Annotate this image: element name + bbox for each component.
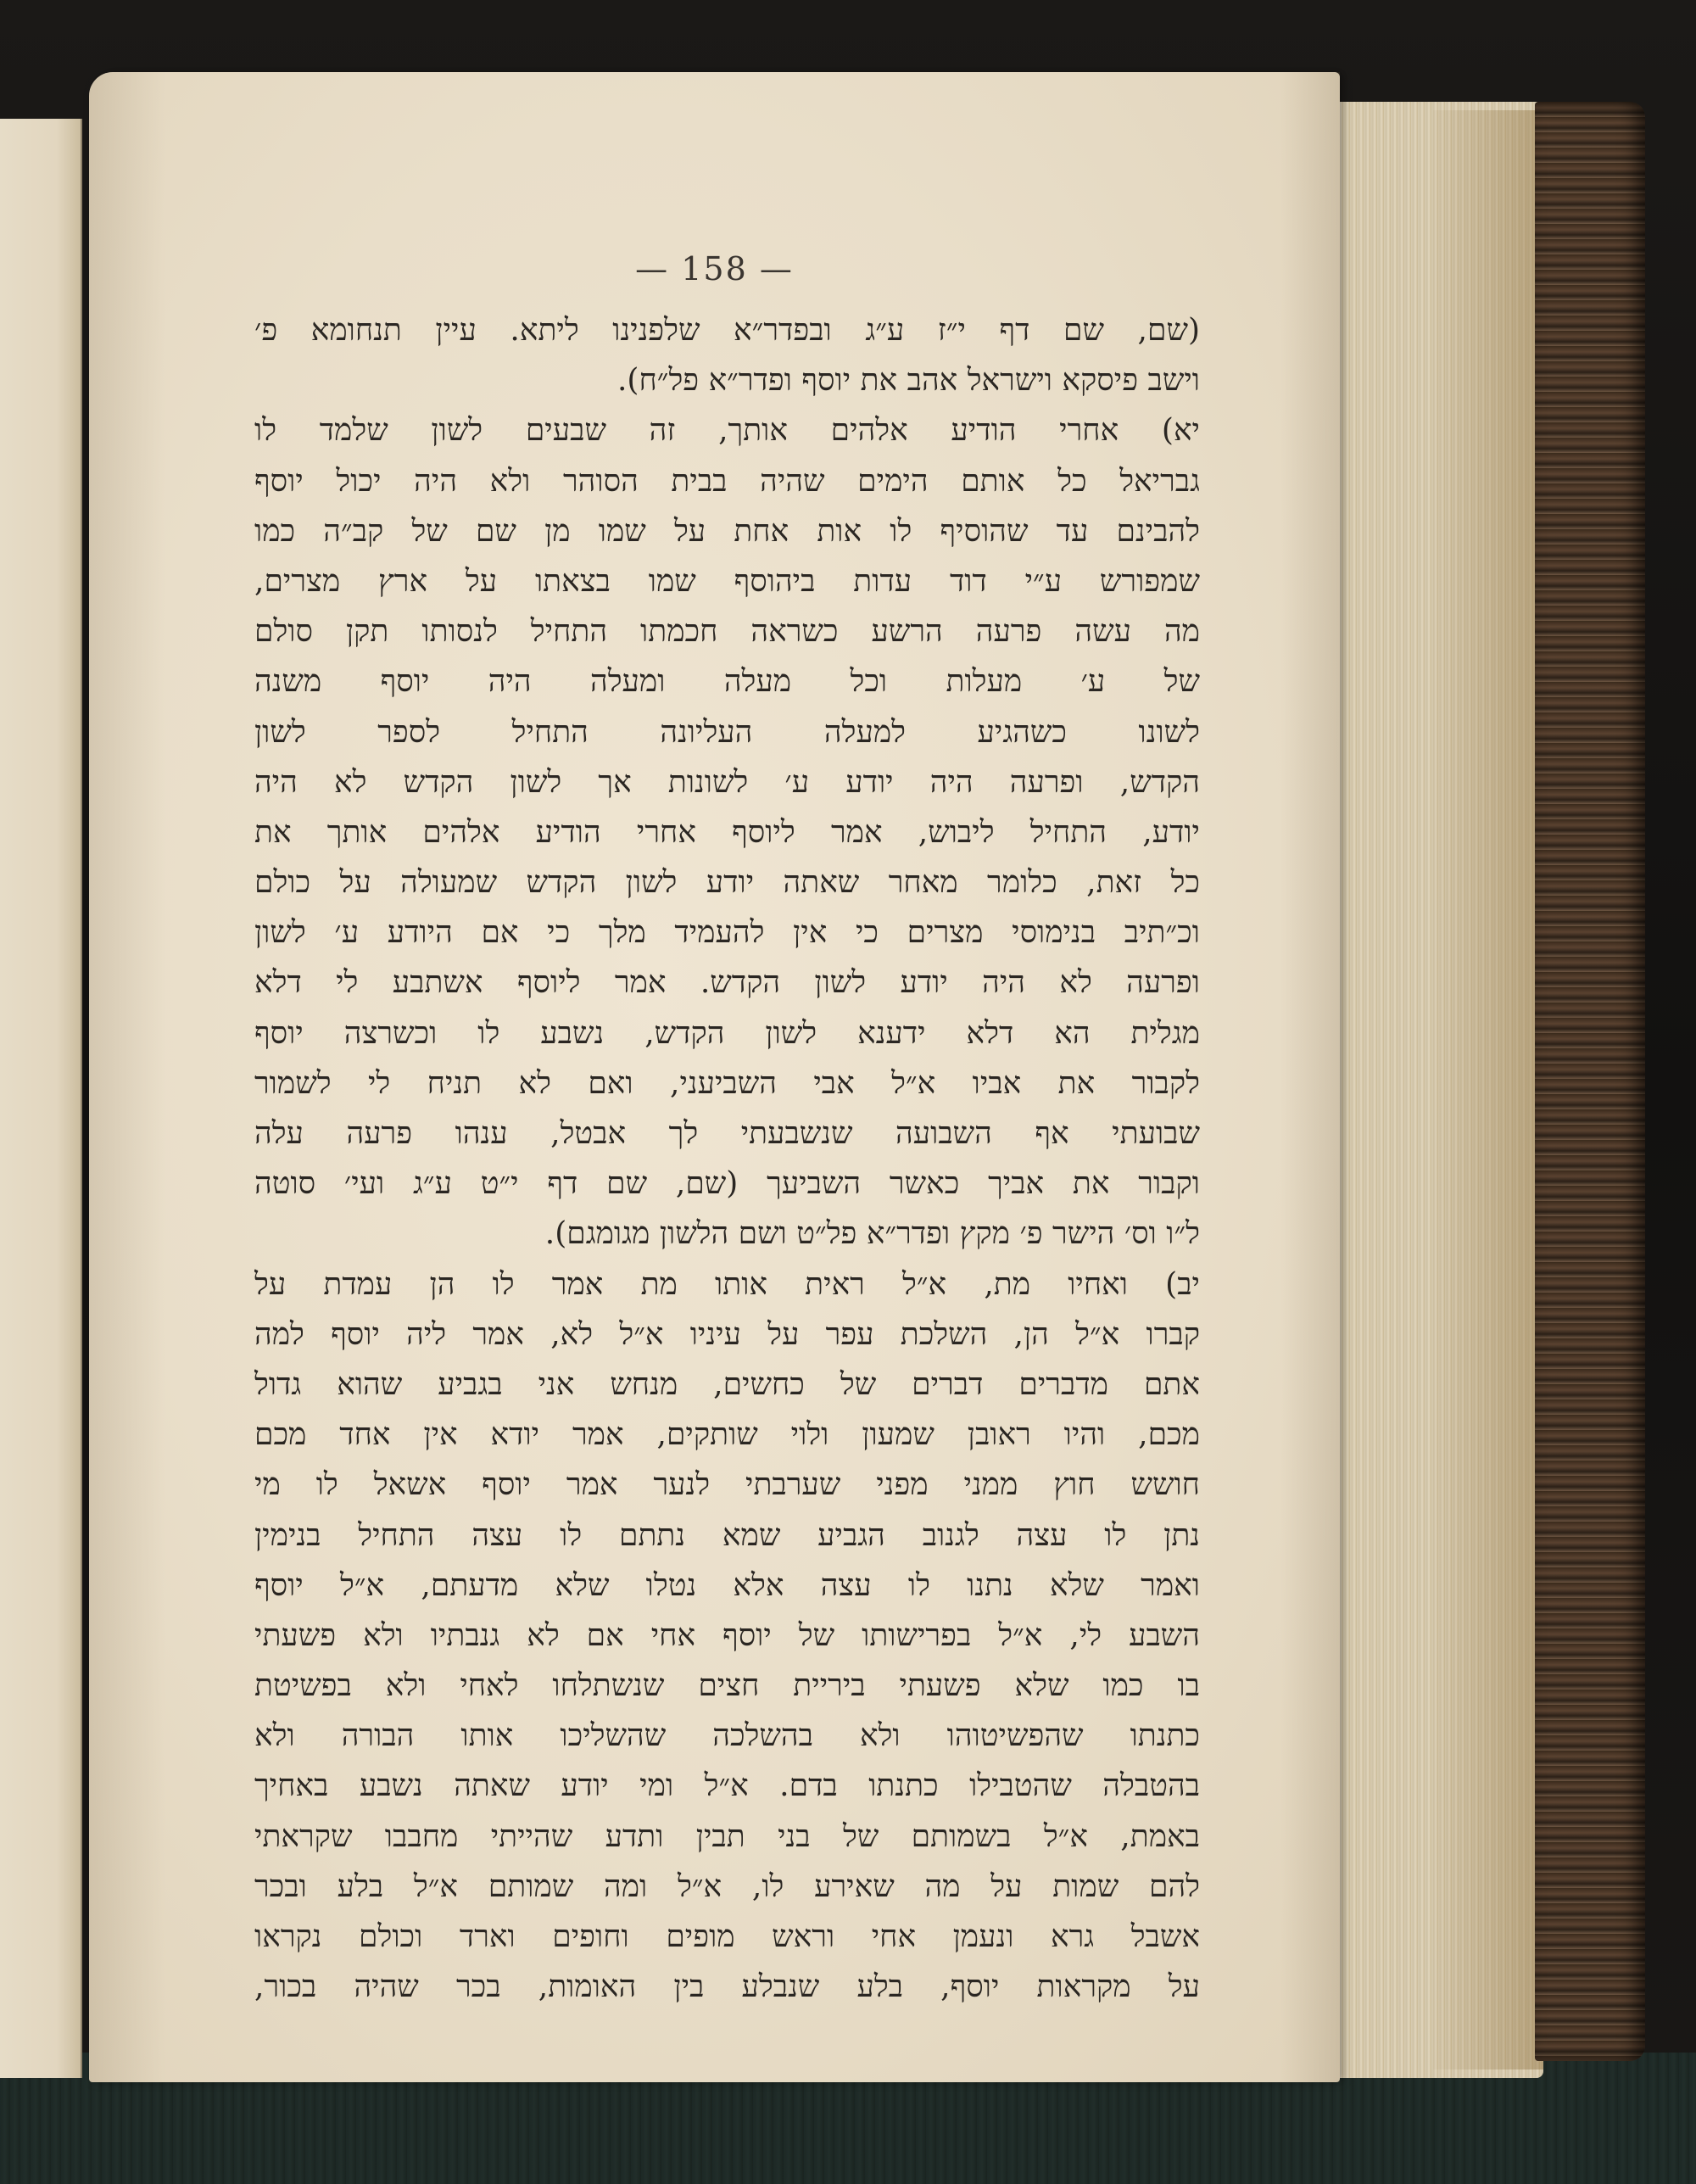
text-line: באמת, א״ל בשמותם של בני תבין ותדע שהייתי מחבבו שקראתי [254, 1818, 1200, 1854]
text-line: ל״ו וס׳ הישר פ׳ מקץ ופדר״א פל״ט ושם הלשון מגומגם). [544, 1216, 1200, 1252]
text-line: מכם, והיו ראובן שמעון ולוי שותקים, אמר יודא אין אחד מכם [254, 1417, 1200, 1453]
page-number: — 158 — [635, 250, 794, 288]
text-line: הקדש, ופרעה היה יודע ע׳ לשונות אך לשון הקדש לא היה [254, 764, 1200, 800]
text-line: יודע, התחיל ליבוש, אמר ליוסף אחרי הודיע אלהים אותך את [254, 814, 1200, 850]
text-line: נתן לו עצה לגנוב הגביע שמא נתתם לו עצה התחיל בנימין [254, 1517, 1200, 1553]
text-line: וכ״תיב בנימוסי מצרים כי אין להעמיד מלך כי אם היודע ע׳ לשון [254, 915, 1200, 951]
page-edge-shadow [1280, 72, 1340, 2082]
text-line: בהטבלה שהטבילו כתנתו בדם. א״ל ומי יודע שאתה נשבע באחיך [254, 1768, 1200, 1804]
text-line: אתם מדברים דברים של כחשים, מנחש אני בגביע שהוא גדול [254, 1366, 1200, 1402]
text-line: של ע׳ מעלות וכל מעלה ומעלה היה יוסף משנה [254, 664, 1200, 700]
book-binding [1535, 102, 1645, 2061]
text-line: וקבור את אביך כאשר השביעך (שם, שם דף י״ט ע״ג ועי׳ סוטה [254, 1166, 1200, 1202]
text-line: השבע לי, א״ל בפרישותו של יוסף אחי אם לא גנבתיו ולא פשעתי [254, 1617, 1200, 1653]
body-text [254, 305, 1200, 2012]
page-block-shadow [1433, 110, 1543, 2069]
text-line: יא) אחרי הודיע אלהים אותך, זה שבעים לשון שלמד לו [254, 413, 1200, 449]
previous-page-edge [0, 119, 82, 2078]
text-line: כל זאת, כלומר מאחר שאתה יודע לשון הקדש שמעולה על כולם [254, 865, 1200, 901]
text-line: קברו א״ל הן, השלכת עפר על עיניו א״ל לא, אמר ליה יוסף למה [254, 1316, 1200, 1352]
gutter-shadow [89, 72, 165, 2082]
text-line: לשונו כשהגיע למעלה העליונה התחיל לספר לשון [254, 714, 1200, 750]
text-line: לקבור את אביו א״ל אבי השביעני, ואם לא תניח לי לשמור [254, 1065, 1200, 1101]
book-page [89, 72, 1340, 2082]
text-line: (שם, שם דף י״ז ע״ג ובפדר״א שלפנינו ליתא. עיין תנחומא פ׳ [254, 313, 1200, 348]
text-line: מגלית הא דלא ידענא לשון הקדש, נשבע לו וכשרצה יוסף [254, 1015, 1200, 1051]
text-line: להם שמות על מה שאירע לו, א״ל ומה שמותם א״ל בלע ובכר [254, 1868, 1200, 1904]
text-line: להבינם עד שהוסיף לו אות אחת על שמו מן שם של קב״ה כמו [254, 513, 1200, 549]
text-line: ואמר שלא נתנו לו עצה אלא נטלו שלא מדעתם, א״ל יוסף [254, 1567, 1200, 1603]
text-line: גבריאל כל אותם הימים שהיה בבית הסוהר ולא היה יכול יוסף [254, 463, 1200, 499]
text-line: ופרעה לא היה יודע לשון הקדש. אמר ליוסף אשתבע לי דלא [254, 965, 1200, 1001]
text-line: אשבל גרא ונעמן אחי וראש מופים וחופים וארד וכולם נקראו [254, 1919, 1200, 1954]
text-line: שבועתי אף השבועה שנשבעתי לך אבטל, ענהו פרעה עלה [254, 1116, 1200, 1151]
text-line: כתנתו שהפשיטוהו ולא בהשלכה שהשליכו אותו הבורה ולא [254, 1718, 1200, 1754]
text-line: על מקראות יוסף, בלע שנבלע בין האומות, בכר שהיה בכור, [254, 1969, 1200, 2005]
text-line: חושש חוץ ממני מפני שערבתי לנער אמר יוסף אשאל לו מי [254, 1467, 1200, 1503]
text-line: שמפורש ע״י דוד עדות ביהוסף שמו בצאתו על ארץ מצרים, [254, 563, 1200, 599]
text-line: מה עשה פרעה הרשע כשראה חכמתו התחיל לנסותו תקן סולם [254, 614, 1200, 650]
text-line: יב) ואחיו מת, א״ל ראית אותו מת אמר לו הן עמדת על [254, 1266, 1200, 1302]
text-line: וישב פיסקא וישראל אהב את יוסף ופדר״א פל״ח). [616, 363, 1200, 399]
text-line: בו כמו שלא פשעתי ביריית חצים שנשתלחו לאחי ולא בפשיטת [254, 1668, 1200, 1704]
